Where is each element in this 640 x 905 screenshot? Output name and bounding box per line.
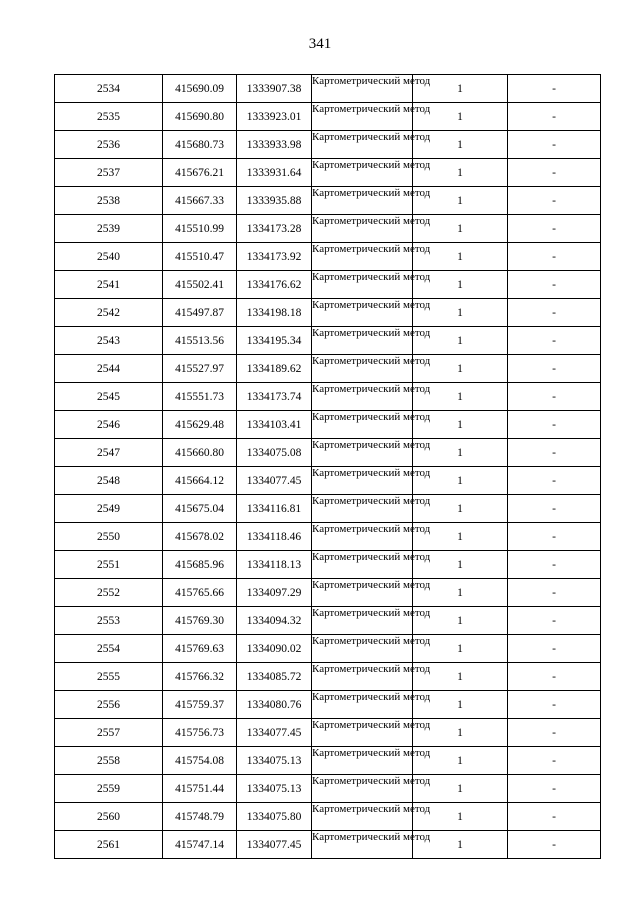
description-cell: - bbox=[508, 383, 601, 411]
accuracy-cell: 1 bbox=[413, 159, 508, 187]
method-cell: Картометрический метод bbox=[312, 355, 413, 383]
table-row bbox=[55, 775, 601, 803]
y-coordinate-cell: 1334075.13 bbox=[237, 747, 312, 775]
point-number-cell: 2558 bbox=[55, 747, 163, 775]
y-coordinate-cell: 1334118.46 bbox=[237, 523, 312, 551]
x-coordinate-cell: 415497.87 bbox=[163, 299, 237, 327]
method-cell: Картометрический метод bbox=[312, 635, 413, 663]
accuracy-cell: 1 bbox=[413, 299, 508, 327]
x-coordinate-cell: 415502.41 bbox=[163, 271, 237, 299]
description-cell: - bbox=[508, 635, 601, 663]
x-coordinate-cell: 415759.37 bbox=[163, 691, 237, 719]
x-coordinate-cell: 415510.99 bbox=[163, 215, 237, 243]
page-number: 341 bbox=[308, 36, 332, 52]
table-row bbox=[55, 327, 601, 355]
table-row bbox=[55, 131, 601, 159]
accuracy-cell: 1 bbox=[413, 103, 508, 131]
accuracy-cell: 1 bbox=[413, 551, 508, 579]
accuracy-cell: 1 bbox=[413, 411, 508, 439]
table-row bbox=[55, 215, 601, 243]
table-row bbox=[55, 439, 601, 467]
point-number-cell: 2561 bbox=[55, 831, 163, 859]
point-number-cell: 2535 bbox=[55, 103, 163, 131]
method-cell: Картометрический метод bbox=[312, 411, 413, 439]
method-cell: Картометрический метод bbox=[312, 383, 413, 411]
y-coordinate-cell: 1334075.13 bbox=[237, 775, 312, 803]
table-row bbox=[55, 691, 601, 719]
accuracy-cell: 1 bbox=[413, 635, 508, 663]
description-cell: - bbox=[508, 187, 601, 215]
accuracy-cell: 1 bbox=[413, 187, 508, 215]
point-number-cell: 2537 bbox=[55, 159, 163, 187]
description-cell: - bbox=[508, 663, 601, 691]
accuracy-cell: 1 bbox=[413, 691, 508, 719]
method-cell: Картометрический метод bbox=[312, 243, 413, 271]
description-cell: - bbox=[508, 523, 601, 551]
description-cell: - bbox=[508, 271, 601, 299]
x-coordinate-cell: 415667.33 bbox=[163, 187, 237, 215]
point-number-cell: 2539 bbox=[55, 215, 163, 243]
table-row bbox=[55, 411, 601, 439]
point-number-cell: 2536 bbox=[55, 131, 163, 159]
method-cell: Картометрический метод bbox=[312, 439, 413, 467]
table-row bbox=[55, 747, 601, 775]
x-coordinate-cell: 415664.12 bbox=[163, 467, 237, 495]
x-coordinate-cell: 415690.09 bbox=[163, 75, 237, 103]
point-number-cell: 2547 bbox=[55, 439, 163, 467]
method-cell: Картометрический метод bbox=[312, 495, 413, 523]
x-coordinate-cell: 415766.32 bbox=[163, 663, 237, 691]
point-number-cell: 2553 bbox=[55, 607, 163, 635]
method-cell: Картометрический метод bbox=[312, 467, 413, 495]
method-cell: Картометрический метод bbox=[312, 551, 413, 579]
description-cell: - bbox=[508, 747, 601, 775]
description-cell: - bbox=[508, 719, 601, 747]
point-number-cell: 2559 bbox=[55, 775, 163, 803]
table-row bbox=[55, 75, 601, 103]
y-coordinate-cell: 1334118.13 bbox=[237, 551, 312, 579]
x-coordinate-cell: 415527.97 bbox=[163, 355, 237, 383]
method-cell: Картометрический метод bbox=[312, 75, 413, 103]
table-row bbox=[55, 495, 601, 523]
table-row bbox=[55, 159, 601, 187]
accuracy-cell: 1 bbox=[413, 803, 508, 831]
table-row bbox=[55, 383, 601, 411]
method-cell: Картометрический метод bbox=[312, 719, 413, 747]
x-coordinate-cell: 415747.14 bbox=[163, 831, 237, 859]
table-row bbox=[55, 607, 601, 635]
x-coordinate-cell: 415769.30 bbox=[163, 607, 237, 635]
x-coordinate-cell: 415513.56 bbox=[163, 327, 237, 355]
accuracy-cell: 1 bbox=[413, 439, 508, 467]
y-coordinate-cell: 1334094.32 bbox=[237, 607, 312, 635]
point-number-cell: 2551 bbox=[55, 551, 163, 579]
y-coordinate-cell: 1334090.02 bbox=[237, 635, 312, 663]
method-cell: Картометрический метод bbox=[312, 187, 413, 215]
accuracy-cell: 1 bbox=[413, 355, 508, 383]
x-coordinate-cell: 415690.80 bbox=[163, 103, 237, 131]
y-coordinate-cell: 1333907.38 bbox=[237, 75, 312, 103]
method-cell: Картометрический метод bbox=[312, 831, 413, 859]
table-row bbox=[55, 187, 601, 215]
table-row bbox=[55, 271, 601, 299]
description-cell: - bbox=[508, 159, 601, 187]
y-coordinate-cell: 1334085.72 bbox=[237, 663, 312, 691]
accuracy-cell: 1 bbox=[413, 579, 508, 607]
point-number-cell: 2544 bbox=[55, 355, 163, 383]
table-row bbox=[55, 719, 601, 747]
y-coordinate-cell: 1334077.45 bbox=[237, 719, 312, 747]
y-coordinate-cell: 1334075.08 bbox=[237, 439, 312, 467]
table-row bbox=[55, 299, 601, 327]
point-number-cell: 2546 bbox=[55, 411, 163, 439]
description-cell: - bbox=[508, 103, 601, 131]
y-coordinate-cell: 1334116.81 bbox=[237, 495, 312, 523]
y-coordinate-cell: 1334189.62 bbox=[237, 355, 312, 383]
point-number-cell: 2541 bbox=[55, 271, 163, 299]
method-cell: Картометрический метод bbox=[312, 215, 413, 243]
method-cell: Картометрический метод bbox=[312, 579, 413, 607]
accuracy-cell: 1 bbox=[413, 607, 508, 635]
method-cell: Картометрический метод bbox=[312, 103, 413, 131]
description-cell: - bbox=[508, 299, 601, 327]
x-coordinate-cell: 415676.21 bbox=[163, 159, 237, 187]
y-coordinate-cell: 1334103.41 bbox=[237, 411, 312, 439]
description-cell: - bbox=[508, 439, 601, 467]
table-row bbox=[55, 523, 601, 551]
x-coordinate-cell: 415751.44 bbox=[163, 775, 237, 803]
description-cell: - bbox=[508, 775, 601, 803]
description-cell: - bbox=[508, 75, 601, 103]
method-cell: Картометрический метод bbox=[312, 159, 413, 187]
description-cell: - bbox=[508, 355, 601, 383]
y-coordinate-cell: 1334198.18 bbox=[237, 299, 312, 327]
method-cell: Картометрический метод bbox=[312, 131, 413, 159]
method-cell: Картометрический метод bbox=[312, 523, 413, 551]
point-number-cell: 2548 bbox=[55, 467, 163, 495]
y-coordinate-cell: 1334077.45 bbox=[237, 467, 312, 495]
point-number-cell: 2555 bbox=[55, 663, 163, 691]
table-row bbox=[55, 467, 601, 495]
table-row bbox=[55, 831, 601, 859]
y-coordinate-cell: 1334075.80 bbox=[237, 803, 312, 831]
y-coordinate-cell: 1334173.28 bbox=[237, 215, 312, 243]
y-coordinate-cell: 1334080.76 bbox=[237, 691, 312, 719]
description-cell: - bbox=[508, 243, 601, 271]
x-coordinate-cell: 415551.73 bbox=[163, 383, 237, 411]
method-cell: Картометрический метод bbox=[312, 607, 413, 635]
table-row bbox=[55, 803, 601, 831]
y-coordinate-cell: 1334195.34 bbox=[237, 327, 312, 355]
method-cell: Картометрический метод bbox=[312, 299, 413, 327]
accuracy-cell: 1 bbox=[413, 747, 508, 775]
point-number-cell: 2534 bbox=[55, 75, 163, 103]
table-row bbox=[55, 355, 601, 383]
coordinates-table bbox=[54, 74, 601, 859]
x-coordinate-cell: 415510.47 bbox=[163, 243, 237, 271]
x-coordinate-cell: 415769.63 bbox=[163, 635, 237, 663]
accuracy-cell: 1 bbox=[413, 271, 508, 299]
x-coordinate-cell: 415756.73 bbox=[163, 719, 237, 747]
point-number-cell: 2542 bbox=[55, 299, 163, 327]
y-coordinate-cell: 1334097.29 bbox=[237, 579, 312, 607]
description-cell: - bbox=[508, 495, 601, 523]
description-cell: - bbox=[508, 131, 601, 159]
y-coordinate-cell: 1334176.62 bbox=[237, 271, 312, 299]
point-number-cell: 2557 bbox=[55, 719, 163, 747]
method-cell: Картометрический метод bbox=[312, 271, 413, 299]
table-row bbox=[55, 551, 601, 579]
y-coordinate-cell: 1333931.64 bbox=[237, 159, 312, 187]
table-row bbox=[55, 579, 601, 607]
x-coordinate-cell: 415660.80 bbox=[163, 439, 237, 467]
accuracy-cell: 1 bbox=[413, 719, 508, 747]
table-row bbox=[55, 103, 601, 131]
y-coordinate-cell: 1333923.01 bbox=[237, 103, 312, 131]
point-number-cell: 2543 bbox=[55, 327, 163, 355]
table-row bbox=[55, 635, 601, 663]
method-cell: Картометрический метод bbox=[312, 775, 413, 803]
accuracy-cell: 1 bbox=[413, 327, 508, 355]
accuracy-cell: 1 bbox=[413, 523, 508, 551]
x-coordinate-cell: 415765.66 bbox=[163, 579, 237, 607]
description-cell: - bbox=[508, 803, 601, 831]
accuracy-cell: 1 bbox=[413, 467, 508, 495]
table-row bbox=[55, 243, 601, 271]
point-number-cell: 2545 bbox=[55, 383, 163, 411]
x-coordinate-cell: 415675.04 bbox=[163, 495, 237, 523]
description-cell: - bbox=[508, 551, 601, 579]
x-coordinate-cell: 415685.96 bbox=[163, 551, 237, 579]
description-cell: - bbox=[508, 467, 601, 495]
x-coordinate-cell: 415748.79 bbox=[163, 803, 237, 831]
method-cell: Картометрический метод bbox=[312, 663, 413, 691]
accuracy-cell: 1 bbox=[413, 383, 508, 411]
y-coordinate-cell: 1333935.88 bbox=[237, 187, 312, 215]
description-cell: - bbox=[508, 607, 601, 635]
y-coordinate-cell: 1334173.74 bbox=[237, 383, 312, 411]
point-number-cell: 2549 bbox=[55, 495, 163, 523]
point-number-cell: 2552 bbox=[55, 579, 163, 607]
point-number-cell: 2554 bbox=[55, 635, 163, 663]
coordinates-table-body bbox=[55, 75, 601, 859]
accuracy-cell: 1 bbox=[413, 831, 508, 859]
point-number-cell: 2560 bbox=[55, 803, 163, 831]
method-cell: Картометрический метод bbox=[312, 691, 413, 719]
accuracy-cell: 1 bbox=[413, 495, 508, 523]
description-cell: - bbox=[508, 691, 601, 719]
point-number-cell: 2556 bbox=[55, 691, 163, 719]
y-coordinate-cell: 1334077.45 bbox=[237, 831, 312, 859]
accuracy-cell: 1 bbox=[413, 663, 508, 691]
accuracy-cell: 1 bbox=[413, 75, 508, 103]
description-cell: - bbox=[508, 579, 601, 607]
x-coordinate-cell: 415629.48 bbox=[163, 411, 237, 439]
accuracy-cell: 1 bbox=[413, 215, 508, 243]
x-coordinate-cell: 415678.02 bbox=[163, 523, 237, 551]
method-cell: Картометрический метод bbox=[312, 747, 413, 775]
accuracy-cell: 1 bbox=[413, 131, 508, 159]
point-number-cell: 2538 bbox=[55, 187, 163, 215]
description-cell: - bbox=[508, 411, 601, 439]
x-coordinate-cell: 415754.08 bbox=[163, 747, 237, 775]
description-cell: - bbox=[508, 327, 601, 355]
accuracy-cell: 1 bbox=[413, 243, 508, 271]
accuracy-cell: 1 bbox=[413, 775, 508, 803]
x-coordinate-cell: 415680.73 bbox=[163, 131, 237, 159]
table-row bbox=[55, 663, 601, 691]
y-coordinate-cell: 1333933.98 bbox=[237, 131, 312, 159]
point-number-cell: 2540 bbox=[55, 243, 163, 271]
method-cell: Картометрический метод bbox=[312, 803, 413, 831]
description-cell: - bbox=[508, 831, 601, 859]
point-number-cell: 2550 bbox=[55, 523, 163, 551]
description-cell: - bbox=[508, 215, 601, 243]
y-coordinate-cell: 1334173.92 bbox=[237, 243, 312, 271]
method-cell: Картометрический метод bbox=[312, 327, 413, 355]
